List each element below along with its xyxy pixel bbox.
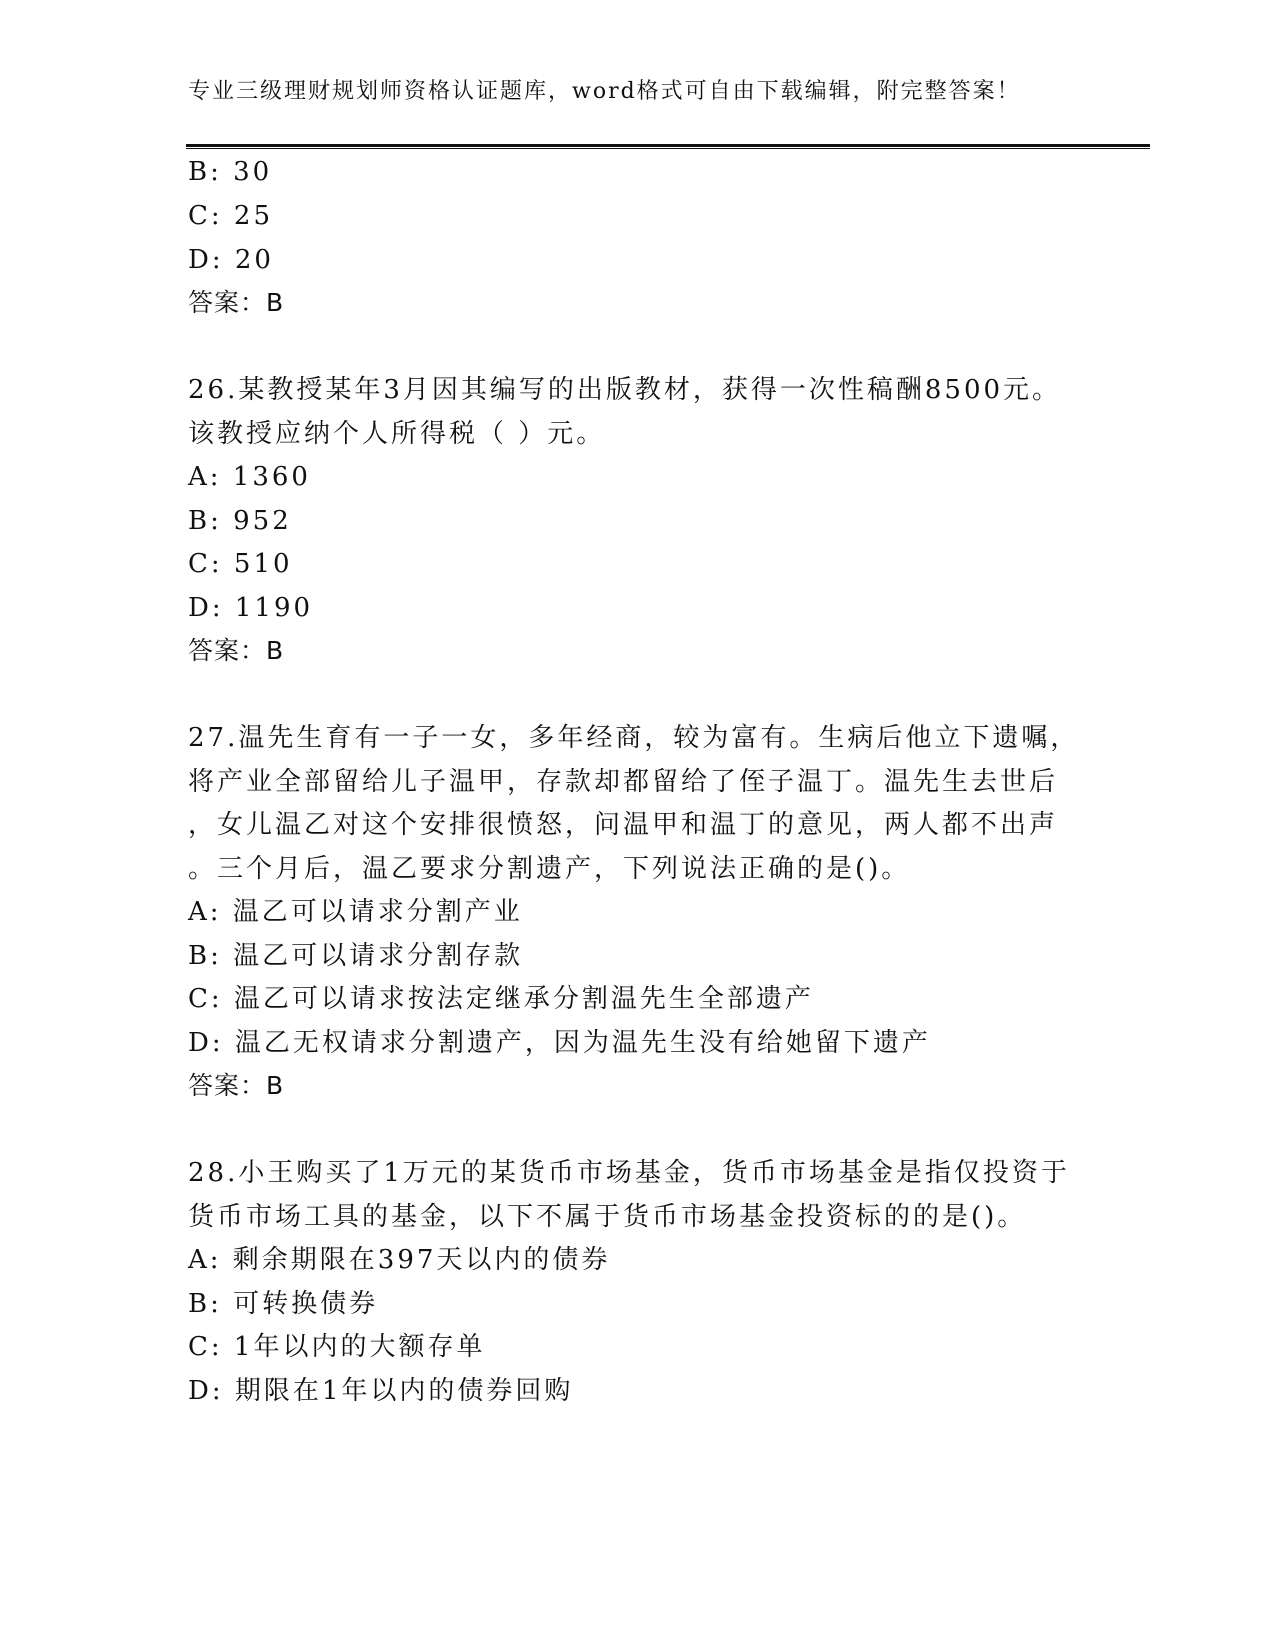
question-stem-line: 28.小王购买了1万元的某货币市场基金，货币市场基金是指仅投资于 [188, 1158, 1070, 1188]
option-c: C: 1年以内的大额存单 [188, 1332, 486, 1362]
question-stem-line: 。三个月后，温乙要求分割遗产，下列说法正确的是()。 [188, 854, 911, 884]
document-header: 专业三级理财规划师资格认证题库，word格式可自由下载编辑，附完整答案！ [188, 79, 1021, 104]
option-a: A: 剩余期限在397天以内的债券 [188, 1245, 611, 1275]
question-stem-line: 26.某教授某年3月因其编写的出版教材，获得一次性稿酬8500元。 [188, 375, 1062, 405]
option-b: B: 温乙可以请求分割存款 [188, 941, 524, 971]
option-a: A: 1360 [188, 462, 311, 492]
question-stem-line: ，女儿温乙对这个安排很愤怒，问温甲和温丁的意见，两人都不出声 [188, 810, 1059, 840]
option-c: C: 25 [188, 201, 274, 231]
option-d: D: 温乙无权请求分割遗产，因为温先生没有给她留下遗产 [188, 1028, 931, 1058]
option-d: D: 1190 [188, 593, 314, 623]
option-b: B: 30 [188, 157, 273, 187]
answer-label: 答案：B [188, 288, 285, 317]
question-stem-line: 该教授应纳个人所得税（ ）元。 [188, 419, 606, 449]
option-d: D: 期限在1年以内的债券回购 [188, 1376, 574, 1406]
question-stem-line: 27.温先生育有一子一女，多年经商，较为富有。生病后他立下遗嘱， [188, 723, 1080, 753]
option-b: B: 可转换债券 [188, 1289, 379, 1319]
option-b: B: 952 [188, 506, 292, 536]
question-stem-line: 将产业全部留给儿子温甲，存款却都留给了侄子温丁。温先生去世后 [188, 767, 1059, 797]
option-a: A: 温乙可以请求分割产业 [188, 897, 523, 927]
option-c: C: 510 [188, 549, 293, 579]
header-divider [186, 144, 1150, 149]
option-c: C: 温乙可以请求按法定继承分割温先生全部遗产 [188, 984, 814, 1014]
answer-label: 答案：B [188, 1071, 285, 1100]
answer-label: 答案：B [188, 636, 285, 665]
option-d: D: 20 [188, 245, 274, 275]
question-stem-line: 货币市场工具的基金，以下不属于货币市场基金投资标的的是()。 [188, 1202, 1027, 1232]
